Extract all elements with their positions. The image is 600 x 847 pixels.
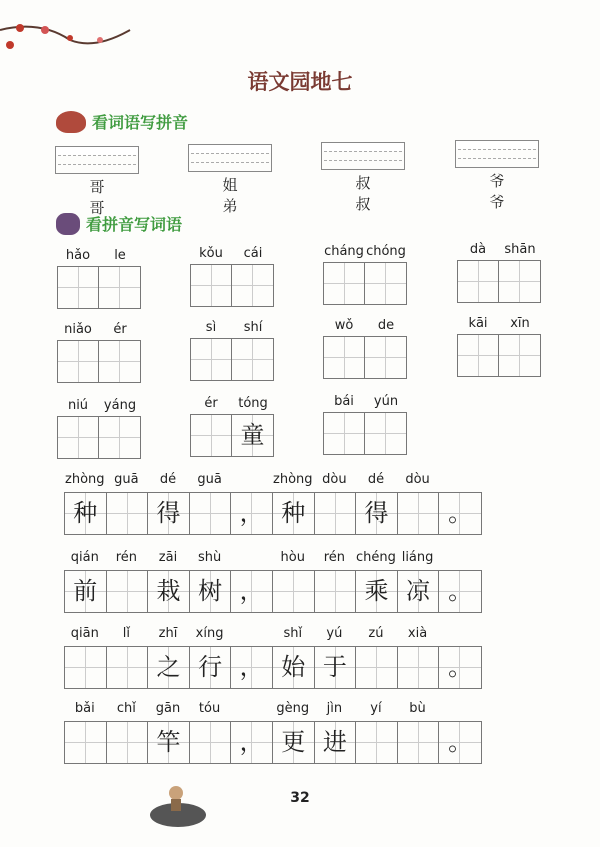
writing-cell[interactable] xyxy=(58,417,99,458)
pinyin-label: niǎo xyxy=(64,322,92,337)
writing-cell[interactable] xyxy=(458,261,499,302)
writing-cell[interactable]: 童 xyxy=(232,415,273,456)
writing-cell[interactable]: 树 xyxy=(190,571,232,612)
sentence-row xyxy=(64,550,482,613)
writing-cell[interactable] xyxy=(107,571,149,612)
word-group xyxy=(190,246,274,307)
pinyin-row xyxy=(457,242,541,260)
pinyin-label: chǐ xyxy=(116,701,136,716)
writing-cells xyxy=(64,721,482,764)
pinyin-label xyxy=(438,550,480,570)
pinyin-label: bái xyxy=(334,394,354,409)
pinyin-label: gān xyxy=(155,701,181,716)
sentence-row xyxy=(64,701,482,764)
mascot-icon xyxy=(56,213,80,235)
pinyin-label: yú xyxy=(326,626,343,641)
pinyin-label xyxy=(230,550,272,570)
pinyin-label xyxy=(438,472,480,492)
pinyin-row xyxy=(323,394,407,412)
mascot-icon xyxy=(56,111,86,133)
writing-cell[interactable]: 种 xyxy=(273,493,315,534)
writing-cell[interactable] xyxy=(65,647,107,688)
writing-cell[interactable]: 前 xyxy=(65,571,107,612)
plum-blossom-decoration xyxy=(0,0,140,60)
section-title: 看拼音写词语 xyxy=(86,215,183,234)
word-group xyxy=(323,244,407,305)
writing-cell[interactable] xyxy=(324,337,365,378)
pinyin-label: yún xyxy=(373,394,399,409)
writing-cells xyxy=(57,340,141,383)
writing-cell[interactable] xyxy=(324,263,365,304)
writing-cell[interactable]: 凉 xyxy=(398,571,440,612)
pinyin-label: sì xyxy=(205,320,217,335)
pinyin-label: qiān xyxy=(70,626,99,641)
pinyin-label: bǎi xyxy=(74,701,95,716)
pinyin-row xyxy=(190,246,274,264)
pinyin-row xyxy=(64,626,482,646)
word-group xyxy=(457,242,541,303)
pinyin-label: ér xyxy=(204,396,218,411)
writing-cell[interactable] xyxy=(107,722,149,763)
pinyin-label: xīn xyxy=(510,316,530,331)
writing-cell[interactable] xyxy=(191,415,232,456)
pinyin-label: rén xyxy=(323,550,345,565)
pinyin-label: cái xyxy=(243,246,263,261)
word-label: 爷 爷 xyxy=(489,172,527,211)
writing-cell[interactable] xyxy=(191,339,232,380)
pinyin-label: lǐ xyxy=(122,626,130,641)
writing-cell[interactable] xyxy=(232,265,273,306)
pinyin-label: kǒu xyxy=(199,246,223,261)
sentence-row xyxy=(64,626,482,689)
writing-cell[interactable] xyxy=(365,337,406,378)
writing-cell[interactable]: 得 xyxy=(356,493,398,534)
writing-cell[interactable]: 得 xyxy=(148,493,190,534)
writing-cell[interactable]: 种 xyxy=(65,493,107,534)
writing-cells xyxy=(190,338,274,381)
writing-cell[interactable]: ， xyxy=(231,647,273,688)
writing-cell[interactable]: 更 xyxy=(273,722,315,763)
writing-cell[interactable] xyxy=(398,493,440,534)
pinyin-label: yáng xyxy=(103,398,137,413)
word-group xyxy=(323,318,407,379)
writing-cells xyxy=(64,646,482,689)
writing-cell[interactable]: 于 xyxy=(315,647,357,688)
writing-cells xyxy=(323,412,407,455)
pinyin-label xyxy=(230,701,272,721)
pinyin-label xyxy=(438,701,480,721)
writing-cell[interactable] xyxy=(232,339,273,380)
page-title: 语文园地七 xyxy=(247,69,353,94)
pinyin-label xyxy=(438,626,480,646)
writing-cell[interactable]: 。 xyxy=(439,493,481,534)
pinyin-label: ér xyxy=(113,322,127,337)
writing-cells xyxy=(64,492,482,535)
writing-cells xyxy=(323,336,407,379)
pinyin-row xyxy=(190,396,274,414)
pinyin-answer-box[interactable] xyxy=(321,142,405,170)
word-group xyxy=(57,322,141,383)
writing-cell[interactable] xyxy=(458,335,499,376)
word-group xyxy=(190,320,274,381)
pinyin-label: dòu xyxy=(322,472,347,487)
pinyin-label: dé xyxy=(159,472,177,487)
pinyin-label: de xyxy=(377,318,395,333)
pinyin-answer-box[interactable] xyxy=(55,146,139,174)
word-group xyxy=(457,316,541,377)
word-group xyxy=(57,398,141,459)
writing-cell[interactable]: ， xyxy=(231,493,273,534)
writing-cell[interactable] xyxy=(65,722,107,763)
section-heading-write-words xyxy=(56,212,182,235)
pinyin-label: yí xyxy=(370,701,382,716)
writing-cell[interactable]: 。 xyxy=(439,571,481,612)
pinyin-label: xià xyxy=(407,626,428,641)
writing-cells xyxy=(57,416,141,459)
writing-cell[interactable]: 进 xyxy=(315,722,357,763)
pinyin-row xyxy=(190,320,274,338)
pinyin-row xyxy=(323,244,407,262)
writing-cell[interactable]: ， xyxy=(231,722,273,763)
pinyin-label: chéng xyxy=(356,550,396,565)
writing-cell[interactable] xyxy=(58,341,99,382)
word-label: 叔 叔 xyxy=(355,174,393,213)
pinyin-label xyxy=(230,472,272,492)
pinyin-label: zhòng xyxy=(65,472,105,487)
pinyin-label: shǐ xyxy=(283,626,303,641)
pinyin-label: zāi xyxy=(158,550,178,565)
pinyin-label: dòu xyxy=(405,472,430,487)
writing-cells xyxy=(190,264,274,307)
pinyin-label: gèng xyxy=(276,701,310,716)
word-group xyxy=(57,248,141,309)
writing-cells xyxy=(457,260,541,303)
writing-cell[interactable]: 栽 xyxy=(148,571,190,612)
writing-cell[interactable]: 行 xyxy=(190,647,232,688)
pinyin-label: zhī xyxy=(158,626,178,641)
pinyin-label: shān xyxy=(504,242,536,257)
pinyin-label: hǎo xyxy=(65,248,91,263)
writing-cell[interactable]: 。 xyxy=(439,647,481,688)
writing-cells xyxy=(323,262,407,305)
pinyin-label: rén xyxy=(115,550,138,565)
pinyin-label: zhòng xyxy=(273,472,313,487)
writing-cell[interactable]: 始 xyxy=(273,647,315,688)
pinyin-row xyxy=(57,248,141,266)
writing-cell[interactable]: 之 xyxy=(148,647,190,688)
pinyin-label: kāi xyxy=(468,316,488,331)
pinyin-label: hòu xyxy=(280,550,305,565)
word-label: 哥 哥 xyxy=(89,178,127,217)
word-group xyxy=(190,396,274,457)
pinyin-row xyxy=(64,550,482,570)
pinyin-row xyxy=(457,316,541,334)
writing-cell[interactable] xyxy=(190,722,232,763)
writing-cell[interactable]: 。 xyxy=(439,722,481,763)
pinyin-label: niú xyxy=(67,398,89,413)
pinyin-label: jìn xyxy=(326,701,343,716)
pinyin-label xyxy=(230,626,272,646)
writing-cell[interactable] xyxy=(99,341,140,382)
pinyin-label: xíng xyxy=(195,626,224,641)
writing-cells xyxy=(57,266,141,309)
writing-cell[interactable] xyxy=(324,413,365,454)
writing-cell[interactable] xyxy=(99,267,140,308)
writing-cell[interactable] xyxy=(365,413,406,454)
pinyin-label: shù xyxy=(197,550,222,565)
writing-cells xyxy=(457,334,541,377)
word-group xyxy=(323,394,407,455)
writing-cell[interactable] xyxy=(398,647,440,688)
pinyin-label: bù xyxy=(409,701,426,716)
pinyin-label: shí xyxy=(243,320,263,335)
pinyin-row xyxy=(64,472,482,492)
writing-cell[interactable] xyxy=(99,417,140,458)
pinyin-label: tóng xyxy=(238,396,268,411)
pinyin-row xyxy=(323,318,407,336)
writing-cell[interactable] xyxy=(273,571,315,612)
pinyin-label: chóng xyxy=(366,244,406,259)
writing-cell[interactable] xyxy=(356,722,398,763)
writing-cell[interactable] xyxy=(315,493,357,534)
writing-cell[interactable]: 乘 xyxy=(356,571,398,612)
writing-cell[interactable] xyxy=(356,647,398,688)
writing-cells xyxy=(190,414,274,457)
writing-cells xyxy=(64,570,482,613)
writing-cell[interactable] xyxy=(315,571,357,612)
writing-cell[interactable] xyxy=(365,263,406,304)
writing-cell[interactable] xyxy=(398,722,440,763)
pinyin-row xyxy=(57,398,141,416)
word-label: 姐 弟 xyxy=(222,176,260,215)
writing-cell[interactable] xyxy=(499,335,540,376)
pinyin-label: qián xyxy=(70,550,99,565)
section-heading-write-pinyin xyxy=(56,110,188,133)
section-title: 看词语写拼音 xyxy=(92,113,189,132)
pinyin-label: guā xyxy=(197,472,222,487)
pinyin-label: le xyxy=(114,248,126,263)
writing-cell[interactable] xyxy=(107,493,149,534)
pinyin-row xyxy=(64,701,482,721)
pinyin-answer-box[interactable] xyxy=(188,144,272,172)
writing-cell[interactable] xyxy=(191,265,232,306)
pinyin-label: tóu xyxy=(198,701,221,716)
pinyin-row xyxy=(57,322,141,340)
pinyin-label: cháng xyxy=(324,244,364,259)
pinyin-answer-box[interactable] xyxy=(455,140,539,168)
pinyin-label: wǒ xyxy=(334,318,354,333)
writing-cell[interactable] xyxy=(190,493,232,534)
pinyin-label: liáng xyxy=(401,550,434,565)
pinyin-label: dé xyxy=(367,472,385,487)
page-number: 32 xyxy=(290,790,310,806)
writing-cell[interactable]: 竿 xyxy=(148,722,190,763)
sentence-row xyxy=(64,472,482,535)
writing-cell[interactable] xyxy=(58,267,99,308)
writing-cell[interactable] xyxy=(499,261,540,302)
writing-cell[interactable] xyxy=(107,647,149,688)
pinyin-label: guā xyxy=(114,472,139,487)
pinyin-label: dà xyxy=(469,242,487,257)
pinyin-label: zú xyxy=(368,626,384,641)
writing-cell[interactable]: ， xyxy=(231,571,273,612)
